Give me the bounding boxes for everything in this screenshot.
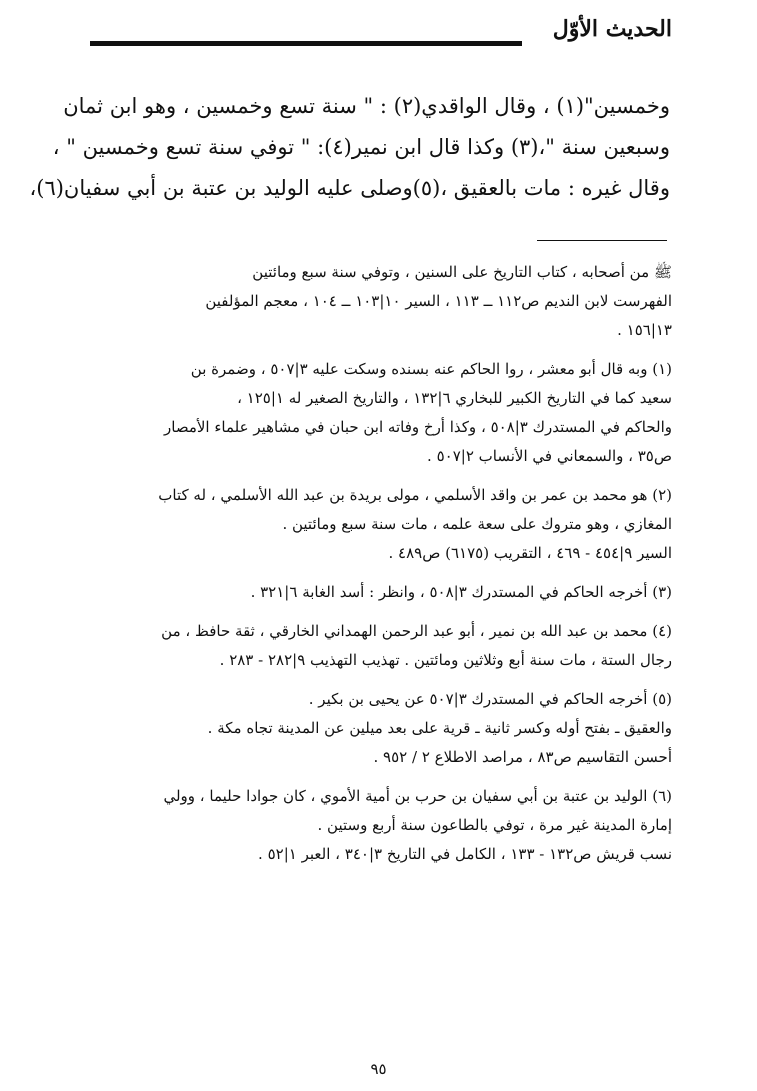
footnote-4 xyxy=(96,617,672,675)
footnote-line: ﷺ من أصحابه ، كتاب التاريخ على السنين ، وتوفي سنة سبع ومائتين xyxy=(252,263,672,281)
footnote-3 xyxy=(96,578,672,607)
footnote-line: (٢) هو محمد بن عمر بن واقد الأسلمي ، مولى بريدة بن عبد الله الأسلمي ، له كتاب xyxy=(158,486,672,504)
footnote-line: ١٣|١٥٦ . xyxy=(617,321,672,339)
footnote-2 xyxy=(96,481,672,568)
footnote-line: إمارة المدينة غير مرة ، توفي بالطاعون سنة أربع وستين . xyxy=(317,816,672,834)
footnotes xyxy=(96,258,672,869)
footnote-line: رجال الستة ، مات سنة أبع وثلاثين ومائتين . تهذيب التهذيب ٩|٢٨٢ - ٢٨٣ . xyxy=(219,651,672,669)
footnote-line: السير ٩|٤٥٤ - ٤٦٩ ، التقريب (٦١٧٥) ص٤٨٩ . xyxy=(388,544,672,562)
footnote-line: (٥) أخرجه الحاكم في المستدرك ٣|٥٠٧ عن يحيى بن بكير . xyxy=(308,690,672,708)
footnote-line: (٣) أخرجه الحاكم في المستدرك ٣|٥٠٨ ، وانظر : أسد الغابة ٦|٣٢١ . xyxy=(250,583,672,601)
footnote-line: أحسن التقاسيم ص٨٣ ، مراصد الاطلاع ٢ / ٩٥٢ . xyxy=(373,748,672,766)
footnote-line: والحاكم في المستدرك ٣|٥٠٨ ، وكذا أرخ وفاته ابن حبان في مشاهير علماء الأمصار xyxy=(164,418,672,436)
footnote-line: نسب قريش ص١٣٢ - ١٣٣ ، الكامل في التاريخ ٣|٣٤٠ ، العبر ١|٥٢ . xyxy=(258,845,672,863)
footnote-line: ص٣٥ ، والسمعاني في الأنساب ٢|٥٠٧ . xyxy=(427,447,672,465)
main-line: وقال غيره : مات بالعقيق ،(٥)وصلى عليه الوليد بن عتبة بن أبي سفيان(٦)، xyxy=(29,176,670,200)
footnote-line: (٦) الوليد بن عتبة بن أبي سفيان بن حرب بن أمية الأموي ، كان جوادا حليما ، وولي xyxy=(163,787,672,805)
main-line: وخمسين"(١) ، وقال الواقدي(٢) : " سنة تسع وخمسين ، وهو ابن ثمان xyxy=(63,94,670,118)
footnote-line: سعيد كما في التاريخ الكبير للبخاري ٦|١٣٢ ، والتاريخ الصغير له ١|١٢٥ ، xyxy=(237,389,672,407)
footnote-continuation xyxy=(96,258,672,345)
footnote-line: والعقيق ـ بفتح أوله وكسر ثانية ـ قرية على بعد ميلين عن المدينة تجاه مكة . xyxy=(207,719,672,737)
footnote-line: (١) وبه قال أبو معشر ، روا الحاكم عنه بسنده وسكت عليه ٣|٥٠٧ ، وضمرة بن xyxy=(190,360,672,378)
header-rule xyxy=(90,41,522,46)
header-title: الحديث الأوّل xyxy=(552,16,672,42)
main-text xyxy=(29,86,670,209)
footnote-line: الفهرست لابن النديم ص١١٢ ــ ١١٣ ، السير ١٠|١٠٣ ــ ١٠٤ ، معجم المؤلفين xyxy=(205,292,672,310)
footnote-line: (٤) محمد بن عبد الله بن نمير ، أبو عبد الرحمن الهمداني الخارقي ، ثقة حافظ ، من xyxy=(161,622,672,640)
footnote-line: المغازي ، وهو متروك على سعة علمه ، مات سنة سبع ومائتين . xyxy=(282,515,672,533)
footnote-6 xyxy=(96,782,672,869)
footnote-5 xyxy=(96,685,672,772)
footnote-1 xyxy=(96,355,672,471)
footnote-separator xyxy=(537,240,667,241)
running-header xyxy=(90,14,672,54)
main-line: وسبعين سنة "،(٣) وكذا قال ابن نمير(٤): " توفي سنة تسع وخمسين " ، xyxy=(52,135,670,159)
page-number: ٩٥ xyxy=(370,1060,387,1078)
